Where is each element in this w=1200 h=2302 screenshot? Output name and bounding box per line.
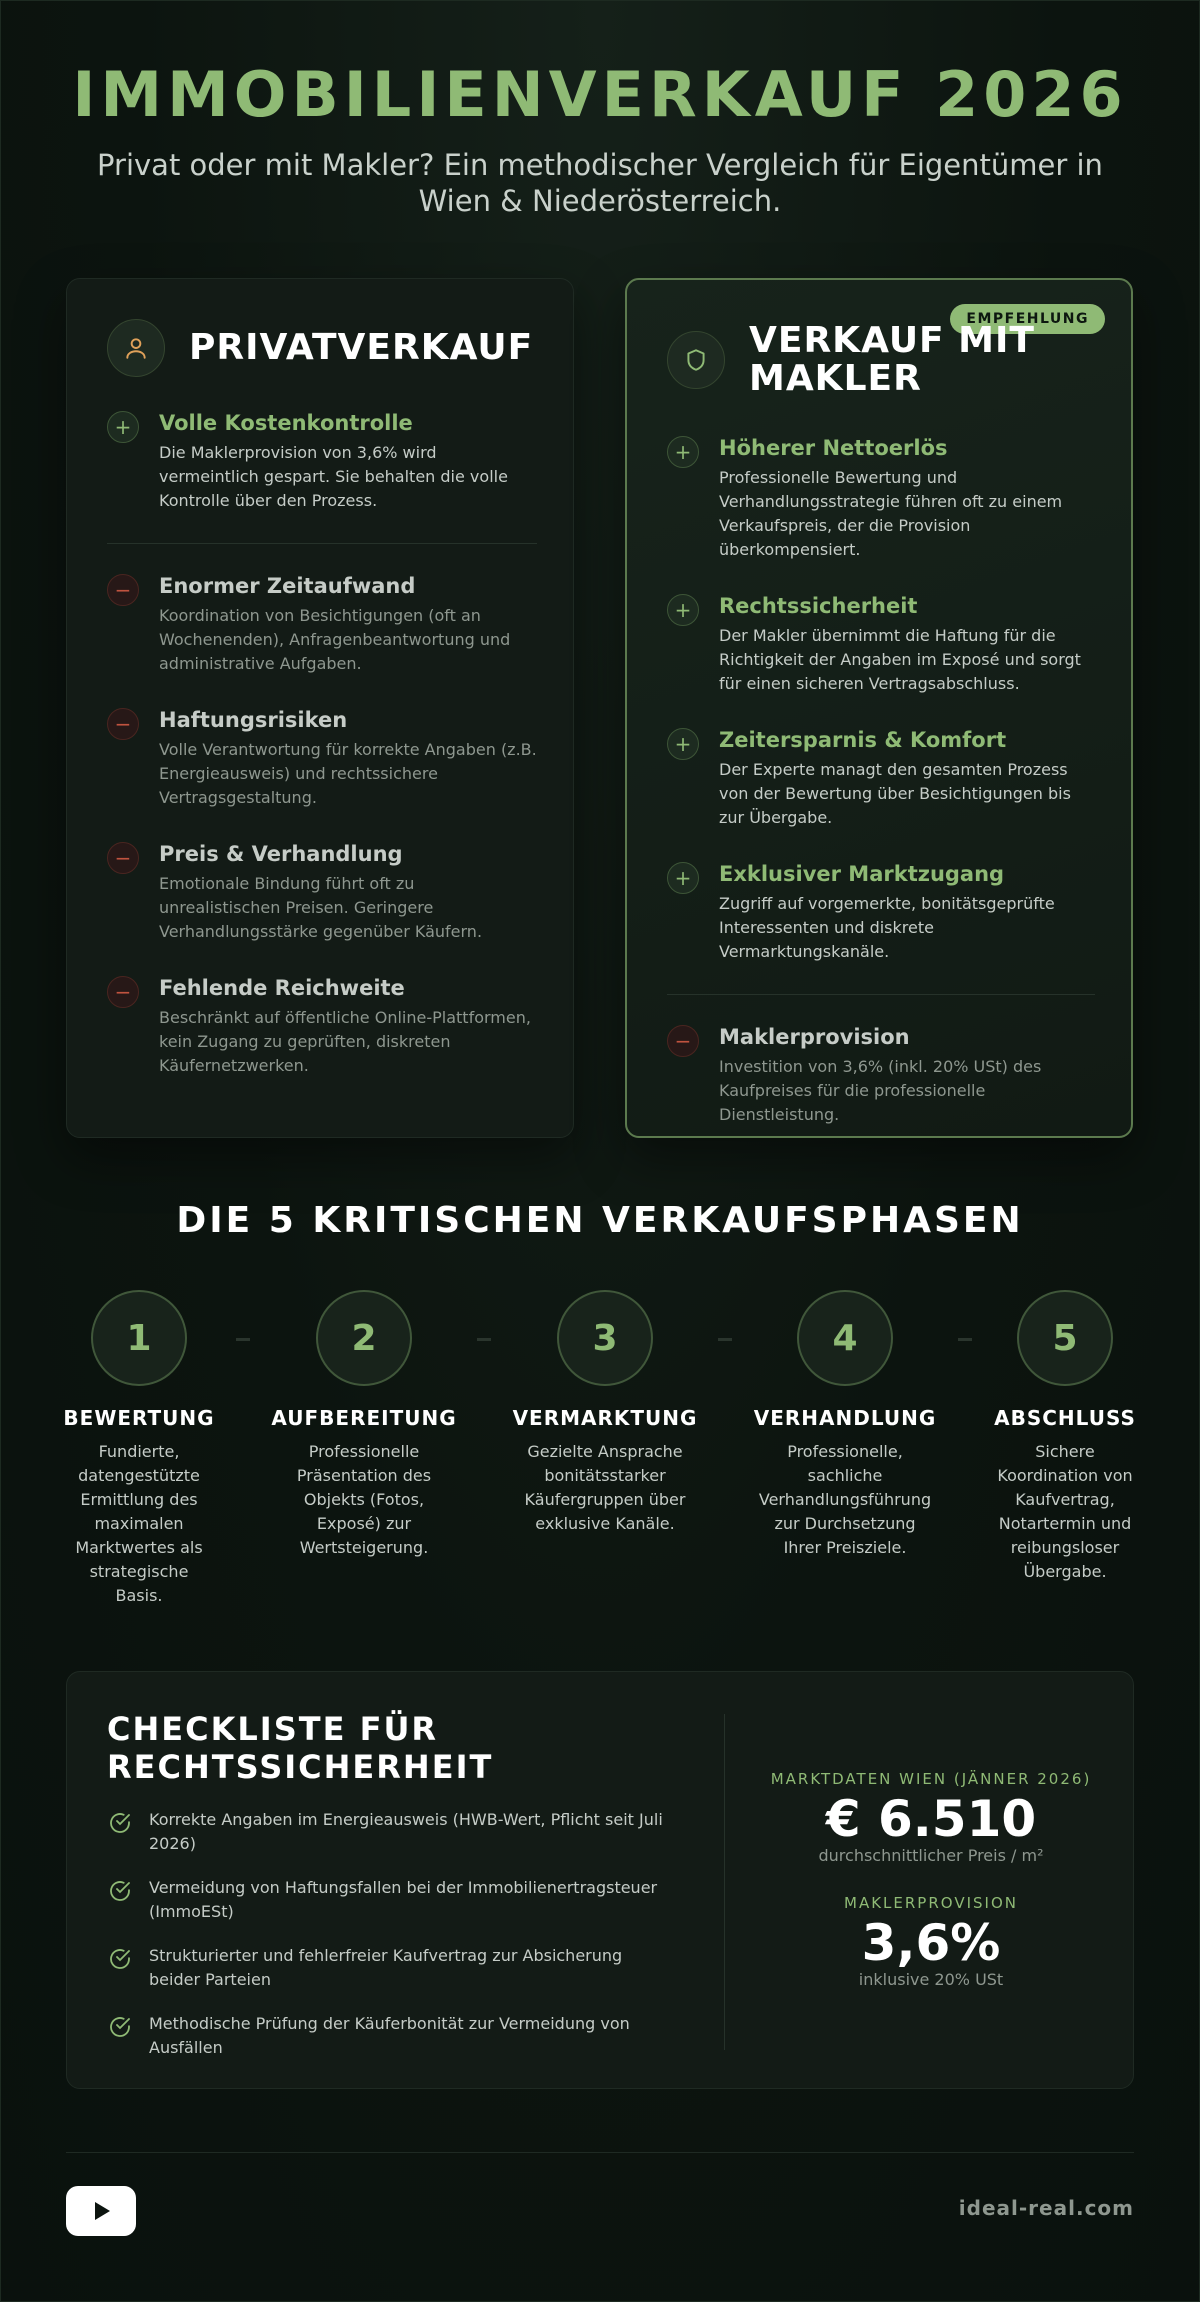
hero <box>0 58 1200 219</box>
item-desc: Beschränkt auf öffentliche Online-Plattformen, kein Zugang zu geprüften, diskreten Käufernetzwerken. <box>159 1008 531 1075</box>
item-title: Volle Kostenkontrolle <box>159 411 413 435</box>
shield-icon <box>667 331 725 389</box>
broker-sale-card <box>625 278 1133 1138</box>
minus-icon: − <box>107 842 139 874</box>
phases-title: DIE 5 KRITISCHEN VERKAUFSPHASEN <box>176 1200 1024 1241</box>
commission-stat <box>727 1894 1135 1989</box>
youtube-icon[interactable] <box>66 2186 136 2236</box>
minus-icon: − <box>667 1025 699 1057</box>
item-desc: Emotionale Bindung führt oft zu unrealistischen Preisen. Geringere Verhandlungsstärke gegenüber Käufern. <box>159 874 483 941</box>
phase-name: ABSCHLUSS <box>994 1406 1136 1430</box>
phase-desc: Fundierte, datengestützte Ermittlung des maximalen Marktwertes als strategische Basis. <box>75 1442 203 1605</box>
list-item <box>667 434 1095 562</box>
phase-name: VERHANDLUNG <box>753 1406 937 1430</box>
list-item <box>667 1023 1095 1127</box>
plus-icon: + <box>107 411 139 443</box>
list-item <box>107 706 537 810</box>
website-link[interactable]: ideal-real.com <box>958 2196 1134 2220</box>
check-circle-icon <box>107 1879 133 1903</box>
phase-name: AUFBEREITUNG <box>271 1406 457 1430</box>
stat-value: 3,6% <box>861 1914 1001 1972</box>
phase-desc: Professionelle, sachliche Verhandlungsführung zur Durchsetzung Ihrer Preisziele. <box>758 1442 932 1557</box>
phase-step <box>39 1290 239 1608</box>
list-item <box>667 592 1095 696</box>
item-title: Zeitersparnis & Komfort <box>719 728 1007 752</box>
minus-icon: − <box>107 708 139 740</box>
page-subtitle: Privat oder mit Makler? Ein methodischer Vergleich für Eigentümer in Wien & Niederösterreich. <box>97 148 1103 218</box>
stat-label: MAKLERPROVISION <box>844 1894 1018 1912</box>
phase-step <box>505 1290 705 1536</box>
checklist-item <box>107 2012 667 2060</box>
item-title: Exklusiver Marktzugang <box>719 862 1005 886</box>
phase-step <box>264 1290 464 1560</box>
checklist-text: Strukturierter und fehlerfreier Kaufvertrag zur Absicherung beider Parteien <box>149 1946 623 1989</box>
market-stat <box>727 1770 1135 1865</box>
item-title: Maklerprovision <box>719 1025 910 1049</box>
phase-connector <box>236 1338 250 1341</box>
plus-icon: + <box>667 728 699 760</box>
checklist-title: CHECKLISTE FÜR RECHTSSICHERHEIT <box>107 1710 494 1786</box>
plus-icon: + <box>667 862 699 894</box>
item-desc: Der Makler übernimmt die Haftung für die Richtigkeit der Angaben im Exposé und sorgt für einen sicheren Vertragsabschluss. <box>719 626 1081 693</box>
check-circle-icon <box>107 1811 133 1835</box>
phase-number: 2 <box>316 1290 412 1386</box>
private-sale-card <box>66 278 574 1138</box>
vertical-divider <box>724 1714 725 2050</box>
private-card-title: PRIVATVERKAUF <box>189 327 534 368</box>
item-desc: Volle Verantwortung für korrekte Angaben (z.B. Energieausweis) und rechtssichere Vertragsgestaltung. <box>159 740 537 807</box>
phase-step <box>745 1290 945 1560</box>
stat-label: MARKTDATEN WIEN (JÄNNER 2026) <box>770 1770 1092 1788</box>
stat-value: € 6.510 <box>825 1790 1037 1848</box>
minus-icon: − <box>107 976 139 1008</box>
stat-sub: inklusive 20% USt <box>858 1970 1004 1989</box>
item-title: Enormer Zeitaufwand <box>159 574 416 598</box>
list-item <box>107 409 537 513</box>
phase-number: 5 <box>1017 1290 1113 1386</box>
plus-icon: + <box>667 436 699 468</box>
phase-number: 1 <box>91 1290 187 1386</box>
checklist-item <box>107 1944 667 1992</box>
list-item <box>107 572 537 676</box>
phase-step <box>965 1290 1165 1584</box>
check-circle-icon <box>107 1947 133 1971</box>
footer-divider <box>66 2152 1134 2153</box>
item-desc: Zugriff auf vorgemerkte, bonitätsgeprüfte Interessenten und diskrete Vermarktungskanäle. <box>719 894 1055 961</box>
item-title: Fehlende Reichweite <box>159 976 405 1000</box>
check-circle-icon <box>107 2015 133 2039</box>
item-title: Preis & Verhandlung <box>159 842 403 866</box>
checklist-text: Methodische Prüfung der Käuferbonität zur Vermeidung von Ausfällen <box>149 2014 630 2057</box>
item-desc: Der Experte managt den gesamten Prozess von der Bewertung über Besichtigungen bis zur Übergabe. <box>719 760 1071 827</box>
phase-number: 4 <box>797 1290 893 1386</box>
phase-number: 3 <box>557 1290 653 1386</box>
phase-desc: Professionelle Präsentation des Objekts (Fotos, Exposé) zur Wertsteigerung. <box>296 1442 432 1557</box>
recommendation-badge: EMPFEHLUNG <box>950 304 1105 334</box>
item-title: Rechtssicherheit <box>719 594 918 618</box>
list-item <box>107 840 537 944</box>
checklist-item <box>107 1808 667 1856</box>
user-icon <box>107 319 165 377</box>
page-title: IMMOBILIENVERKAUF 2026 <box>72 58 1128 131</box>
list-item <box>667 860 1095 964</box>
checklist-text: Korrekte Angaben im Energieausweis (HWB-Wert, Pflicht seit Juli 2026) <box>149 1810 663 1853</box>
divider <box>667 994 1095 995</box>
phase-name: BEWERTUNG <box>63 1406 215 1430</box>
minus-icon: − <box>107 574 139 606</box>
stat-sub: durchschnittlicher Preis / m² <box>818 1846 1044 1865</box>
item-title: Höherer Nettoerlös <box>719 436 948 460</box>
phase-desc: Gezielte Ansprache bonitätsstarker Käufergruppen über exklusive Kanäle. <box>524 1442 686 1533</box>
phase-connector <box>718 1338 732 1341</box>
item-desc: Koordination von Besichtigungen (oft an Wochenenden), Anfragenbeantwortung und administrative Aufgaben. <box>159 606 511 673</box>
item-desc: Professionelle Bewertung und Verhandlungsstrategie führen oft zu einem Verkaufspreis, der die Provision überkompensiert. <box>719 468 1063 559</box>
item-desc: Investition von 3,6% (inkl. 20% USt) des Kaufpreises für die professionelle Dienstleistung. <box>719 1057 1042 1124</box>
item-title: Haftungsrisiken <box>159 708 348 732</box>
item-desc: Die Maklerprovision von 3,6% wird vermeintlich gespart. Sie behalten die volle Kontrolle über den Prozess. <box>159 443 508 510</box>
phase-connector <box>477 1338 491 1341</box>
list-item <box>667 726 1095 830</box>
divider <box>107 543 537 544</box>
checklist-item <box>107 1876 667 1924</box>
plus-icon: + <box>667 594 699 626</box>
phase-name: VERMARKTUNG <box>512 1406 698 1430</box>
checklist-panel <box>66 1671 1134 2089</box>
list-item <box>107 974 537 1078</box>
broker-card-title: VERKAUF MIT MAKLER <box>749 320 1035 399</box>
checklist-text: Vermeidung von Haftungsfallen bei der Immobilienertragsteuer (ImmoESt) <box>149 1878 658 1921</box>
phase-desc: Sichere Koordination von Kaufvertrag, Notartermin und reibungsloser Übergabe. <box>997 1442 1133 1581</box>
